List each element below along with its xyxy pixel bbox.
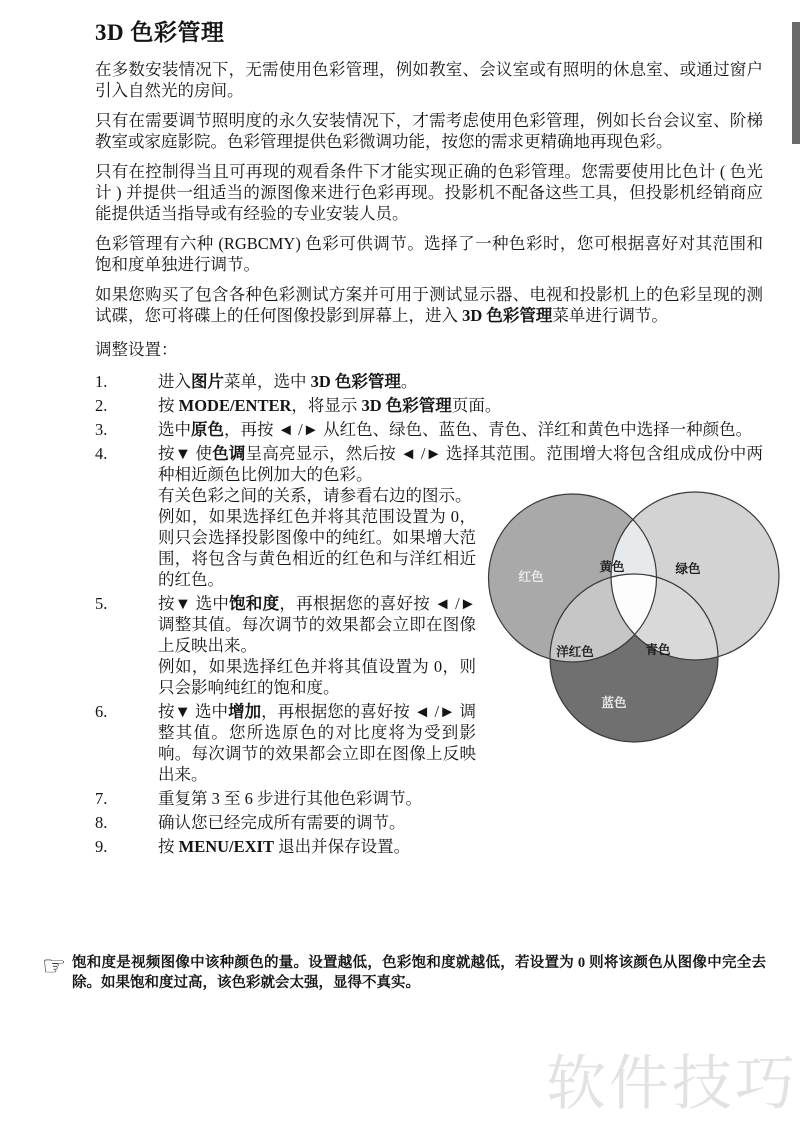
step-number: 3.: [95, 420, 108, 439]
page-content: [95, 14, 763, 860]
step-text: 重复第 3 至 6 步进行其他色彩调节。: [158, 789, 422, 808]
venn-label-cyan: 青色: [645, 643, 671, 657]
paragraph: 色彩管理有六种 (RGBCMY) 色彩可供调节。选择了一种色彩时，您可根据喜好对其范围和饱和度单独进行调节。: [95, 234, 763, 274]
paragraph: 如果您购买了包含各种色彩测试方案并可用于测试显示器、电视和投影机上的色彩呈现的测试碟，您可将碟上的任何图像投影到屏幕上，进入 3D 色彩管理菜单进行调节。: [95, 285, 763, 325]
venn-label-yellow: 黄色: [599, 560, 625, 574]
venn-label-magenta: 洋红色: [556, 645, 594, 659]
step-text: 按 MENU/EXIT 退出并保存设置。: [158, 837, 411, 856]
step-text: 按▼ 选中增加，再根据您的喜好按 ◄ /► 调整其值。您所选原色的对比度将为受到影响。每次调节的效果都会立即在图像上反映出来。: [158, 702, 477, 784]
step-text: 按 MODE/ENTER，将显示 3D 色彩管理页面。: [158, 396, 502, 415]
step-text: 确认您已经完成所有需要的调节。: [158, 813, 406, 832]
venn-label-blue: 蓝色: [601, 696, 627, 710]
step-text: 选中原色，再按 ◄ /► 从红色、绿色、蓝色、青色、洋红和黄色中选择一种颜色。: [158, 420, 753, 439]
note: [42, 953, 766, 993]
intro-paragraphs: [95, 59, 763, 326]
venn-label-green: 绿色: [675, 562, 701, 576]
step-sub-text: 例如，如果选择红色并将其范围设置为 0，则只会选择投影图像中的纯红。如果增大范围，将包含与黄色相近的红色和与洋红相近的红色。: [158, 507, 476, 589]
step-number: 7.: [95, 789, 108, 808]
step-text: 进入图片菜单，选中 3D 色彩管理。: [158, 372, 418, 391]
step-text: 按▼ 使色调呈高亮显示，然后按 ◄ /► 选择其范围。范围增大将包含组成成份中两种相近颜色比例加大的色彩。: [158, 444, 764, 484]
step-item: [95, 836, 763, 857]
note-text: 饱和度是视频图像中该种颜色的量。设置越低，色彩饱和度就越低，若设置为 0 则将该颜色从图像中完全去除。如果饱和度过高，该色彩就会太强，显得不真实。: [72, 955, 766, 991]
watermark: 软件技巧: [546, 1050, 798, 1117]
step-number: 5.: [95, 594, 108, 613]
paragraph: 只有在需要调节照明度的永久安装情况下，才需考虑使用色彩管理，例如长台会议室、阶梯教室或家庭影院。色彩管理提供色彩微调功能，按您的需求更精确地再现色彩。: [95, 111, 763, 151]
venn-label-red: 红色: [518, 570, 544, 584]
step-sub-text: 例如，如果选择红色并将其值设置为 0，则只会影响纯红的饱和度。: [158, 657, 476, 697]
steps-list: [95, 371, 763, 857]
step-number: 9.: [95, 837, 108, 856]
settings-heading: 调整设置：: [95, 340, 178, 359]
step-number: 2.: [95, 396, 108, 415]
step-sub-text: 有关色彩之间的关系，请参看右边的图示。: [158, 486, 472, 505]
scrollbar-thumb[interactable]: [792, 22, 800, 144]
step-text: 按▼ 选中饱和度，再根据您的喜好按 ◄ /► 调整其值。每次调节的效果都会立即在图像上反映出来。: [158, 594, 476, 655]
step-item: [95, 419, 763, 440]
page-title: 3D 色彩管理: [95, 20, 225, 45]
step-item: [95, 812, 763, 833]
step-item: [95, 701, 763, 785]
step-item: [95, 395, 763, 416]
pointing-hand-icon: ☞: [42, 951, 67, 981]
step-number: 4.: [95, 444, 108, 463]
paragraph: 只有在控制得当且可再现的观看条件下才能实现正确的色彩管理。您需要使用比色计 ( 色光计 ) 并提供一组适当的源图像来进行色彩再现。投影机不配备这些工具，但投影机经销商应能提供适当指导或有经验的专业安装人员。: [95, 162, 763, 223]
paragraph: 在多数安装情况下，无需使用色彩管理，例如教室、会议室或有照明的休息室、或通过窗户引入自然光的房间。: [95, 60, 763, 100]
step-item: [95, 593, 763, 698]
step-number: 1.: [95, 372, 108, 391]
step-item: [95, 371, 763, 392]
step-number: 6.: [95, 702, 108, 721]
step-item: [95, 788, 763, 809]
step-number: 8.: [95, 813, 108, 832]
